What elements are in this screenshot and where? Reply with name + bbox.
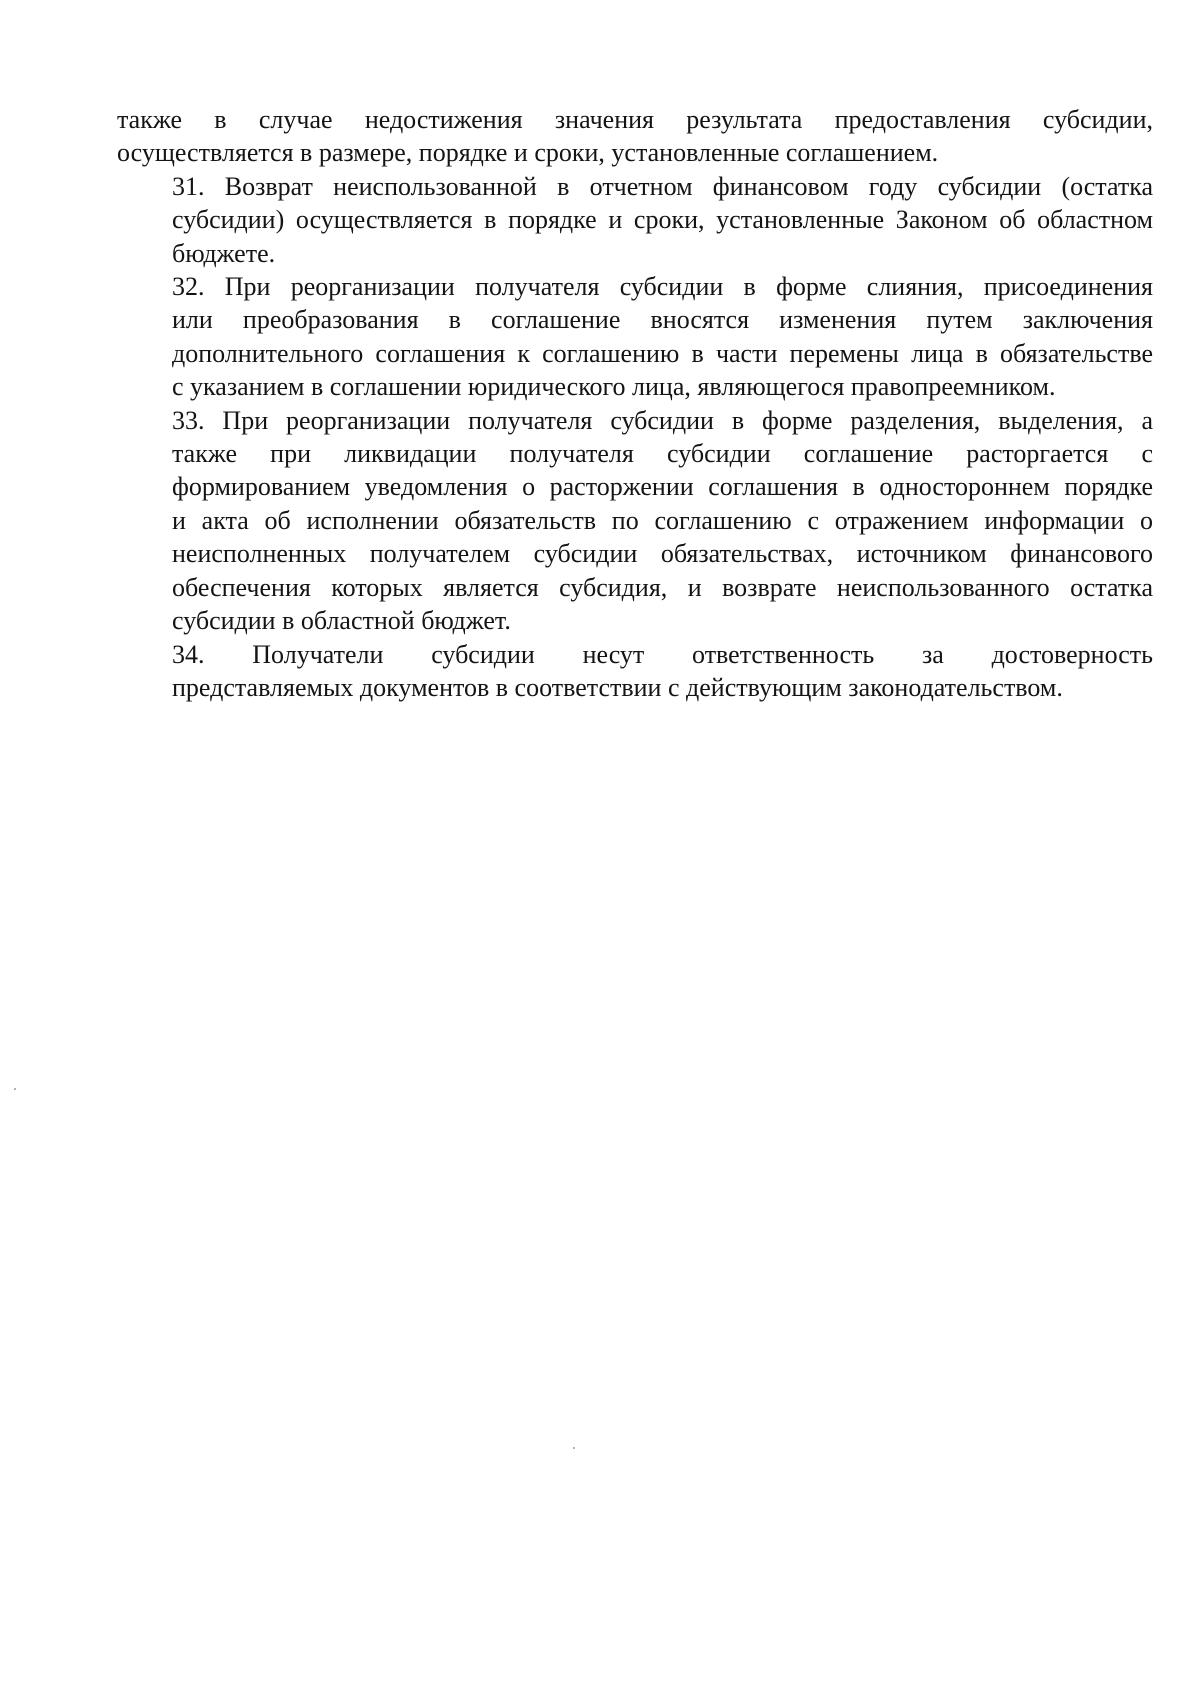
document-body <box>117 103 1153 704</box>
text-line: 34. Получатели субсидии несут ответственность за достоверность <box>172 639 1153 669</box>
paragraph-item-31 <box>117 170 1153 270</box>
text-line: дополнительного соглашения к соглашению в части перемены лица в обязательстве <box>172 338 1153 368</box>
text-line: 33. При реорганизации получателя субсидии в форме разделения, выделения, а <box>172 405 1153 435</box>
text-line: субсидии) осуществляется в порядке и сроки, установленные Законом об областном <box>172 205 1153 235</box>
text-line: или преобразования в соглашение вносятся изменения путем заключения <box>172 305 1153 335</box>
text-line: также при ликвидации получателя субсидии соглашение расторгается с <box>172 439 1153 469</box>
text-line: 31. Возврат неиспользованной в отчетном финансовом году субсидии (остатка <box>172 171 1153 201</box>
text-line: представляемых документов в соответствии с действующим законодательством. <box>172 672 1063 702</box>
text-line: неисполненных получателем субсидии обязательствах, источником финансового <box>172 539 1153 569</box>
scan-speck <box>14 1088 16 1090</box>
paragraph-item-34 <box>117 638 1153 705</box>
text-line: с указанием в соглашении юридического лица, являющегося правопреемником. <box>172 372 1056 402</box>
paragraph-item-32 <box>117 270 1153 404</box>
text-line: обеспечения которых является субсидия, и возврате неиспользованного остатка <box>172 572 1153 602</box>
text-line: осуществляется в размере, порядке и сроки, установленные соглашением. <box>117 138 939 168</box>
text-line: и акта об исполнении обязательств по соглашению с отражением информации о <box>172 505 1153 535</box>
scan-speck <box>573 1447 575 1449</box>
text-line: субсидии в областной бюджет. <box>172 606 511 636</box>
paragraph-continuation <box>117 103 1153 170</box>
text-line: бюджете. <box>172 238 276 268</box>
paragraph-item-33 <box>117 404 1153 638</box>
text-line: также в случае недостижения значения результата предоставления субсидии, <box>117 105 1153 134</box>
text-line: формированием уведомления о расторжении соглашения в одностороннем порядке <box>172 472 1153 502</box>
text-line: 32. При реорганизации получателя субсидии в форме слияния, присоединения <box>172 272 1153 302</box>
